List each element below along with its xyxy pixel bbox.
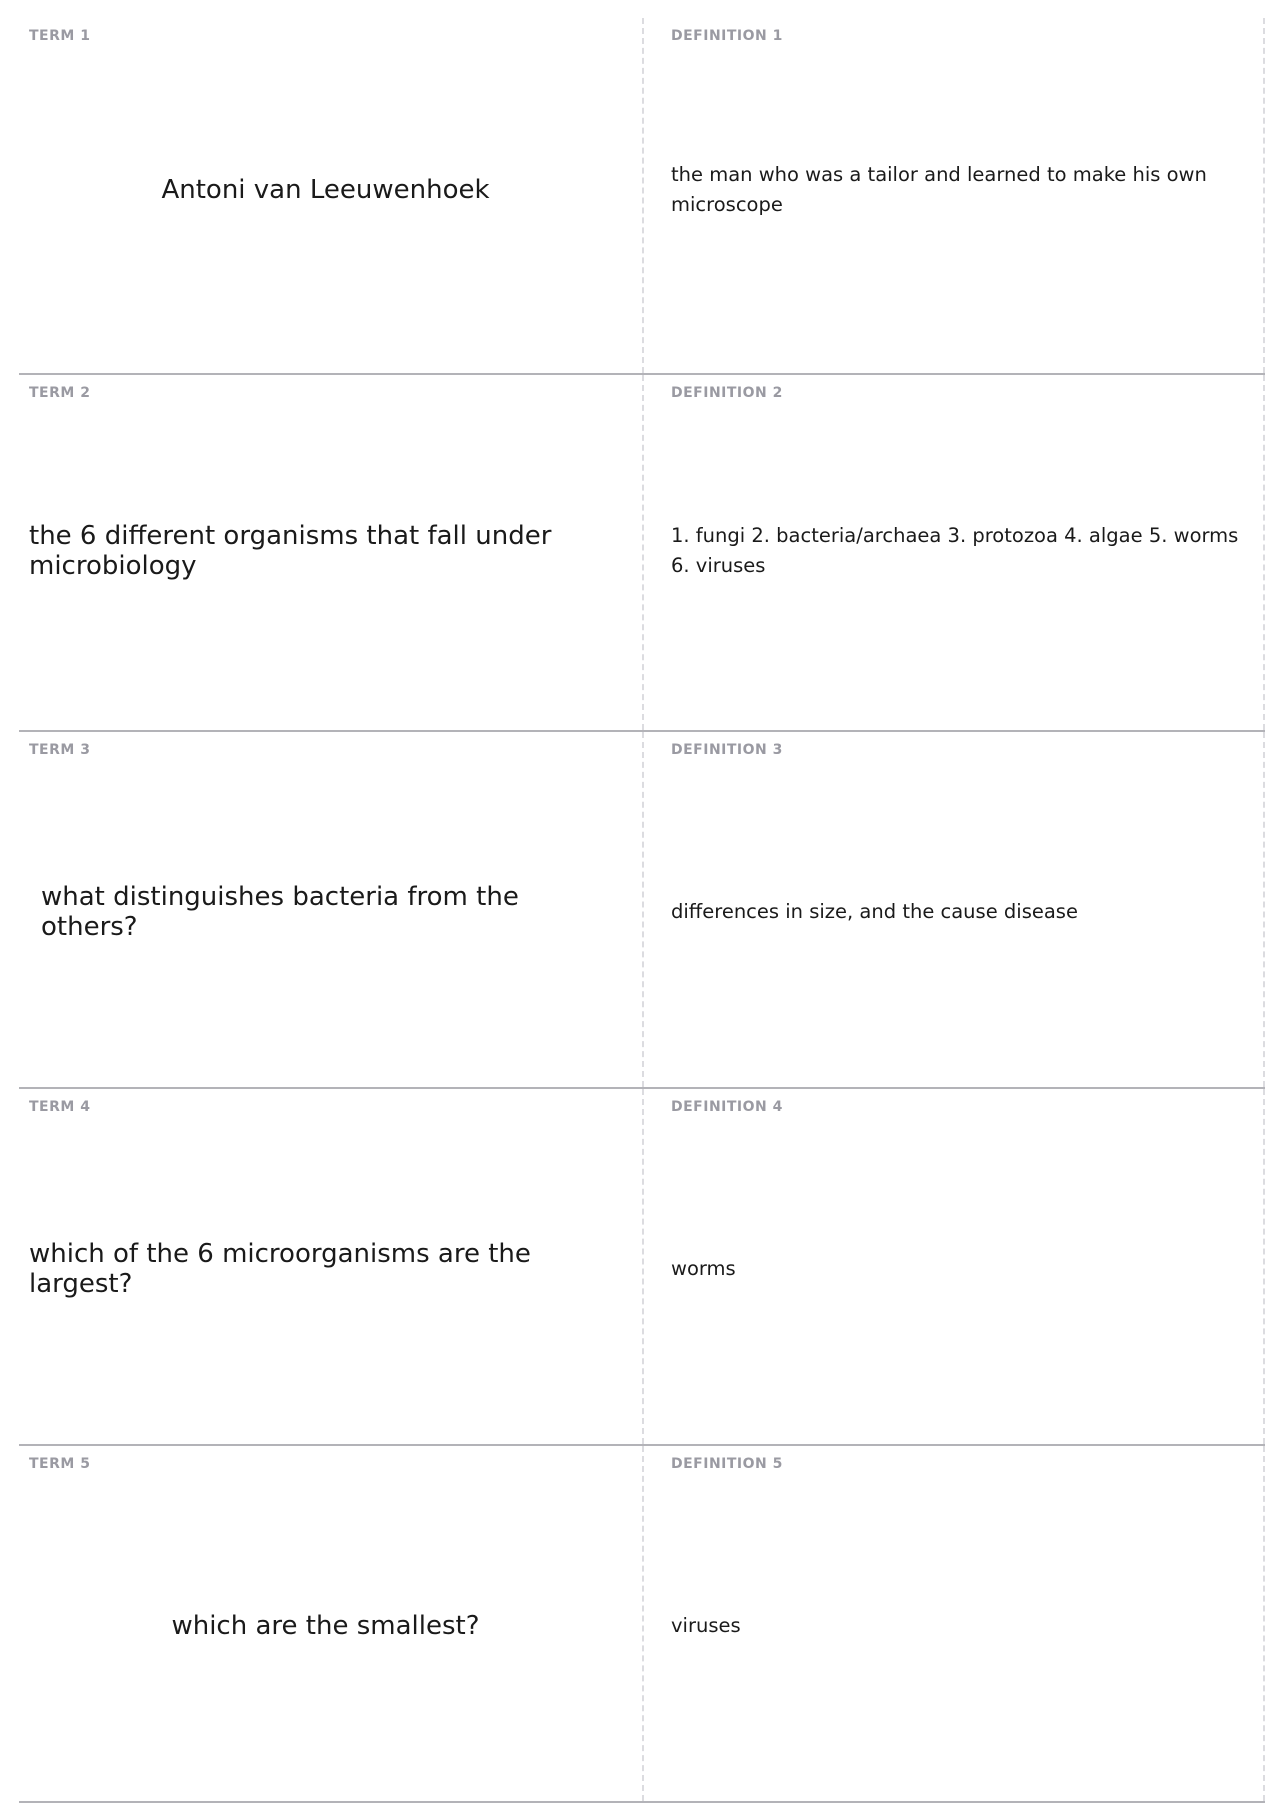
definition-text: viruses — [671, 1613, 741, 1637]
definition-text: 1. fungi 2. bacteria/archaea 3. protozoa 4. algae 5. worms 6. viruses — [671, 523, 1239, 577]
term-text: which of the 6 microorganisms are the largest? — [29, 1238, 531, 1299]
definition-cell — [644, 1089, 1265, 1444]
term-label: TERM 5 — [29, 1456, 91, 1472]
flashcard-row — [19, 1446, 1265, 1803]
definition-label: DEFINITION 2 — [671, 385, 783, 401]
term-cell — [19, 1089, 644, 1444]
definition-cell — [644, 732, 1265, 1087]
definition-label: DEFINITION 5 — [671, 1456, 783, 1472]
definition-label: DEFINITION 3 — [671, 742, 783, 758]
definition-text: differences in size, and the cause disease — [671, 899, 1078, 923]
flashcard-row — [19, 375, 1265, 732]
term-label: TERM 2 — [29, 385, 91, 401]
flashcard-sheet — [19, 18, 1265, 1803]
term-text: the 6 different organisms that fall under microbiology — [29, 520, 552, 581]
term-label: TERM 4 — [29, 1099, 91, 1115]
term-text: Antoni van Leeuwenhoek — [161, 174, 490, 205]
term-cell — [19, 375, 644, 730]
definition-text: the man who was a tailor and learned to make his own microscope — [671, 162, 1207, 216]
term-cell — [19, 1446, 644, 1801]
term-label: TERM 3 — [29, 742, 91, 758]
term-label: TERM 1 — [29, 28, 91, 44]
definition-text: worms — [671, 1256, 736, 1280]
term-text: which are the smallest? — [171, 1610, 480, 1641]
term-cell — [19, 732, 644, 1087]
definition-cell — [644, 375, 1265, 730]
definition-label: DEFINITION 1 — [671, 28, 783, 44]
definition-cell — [644, 1446, 1265, 1801]
definition-label: DEFINITION 4 — [671, 1099, 783, 1115]
term-cell — [19, 18, 644, 373]
flashcard-row — [19, 1089, 1265, 1446]
definition-cell — [644, 18, 1265, 373]
flashcard-row — [19, 732, 1265, 1089]
term-text: what distinguishes bacteria from the others? — [41, 881, 519, 942]
flashcard-row — [19, 18, 1265, 375]
